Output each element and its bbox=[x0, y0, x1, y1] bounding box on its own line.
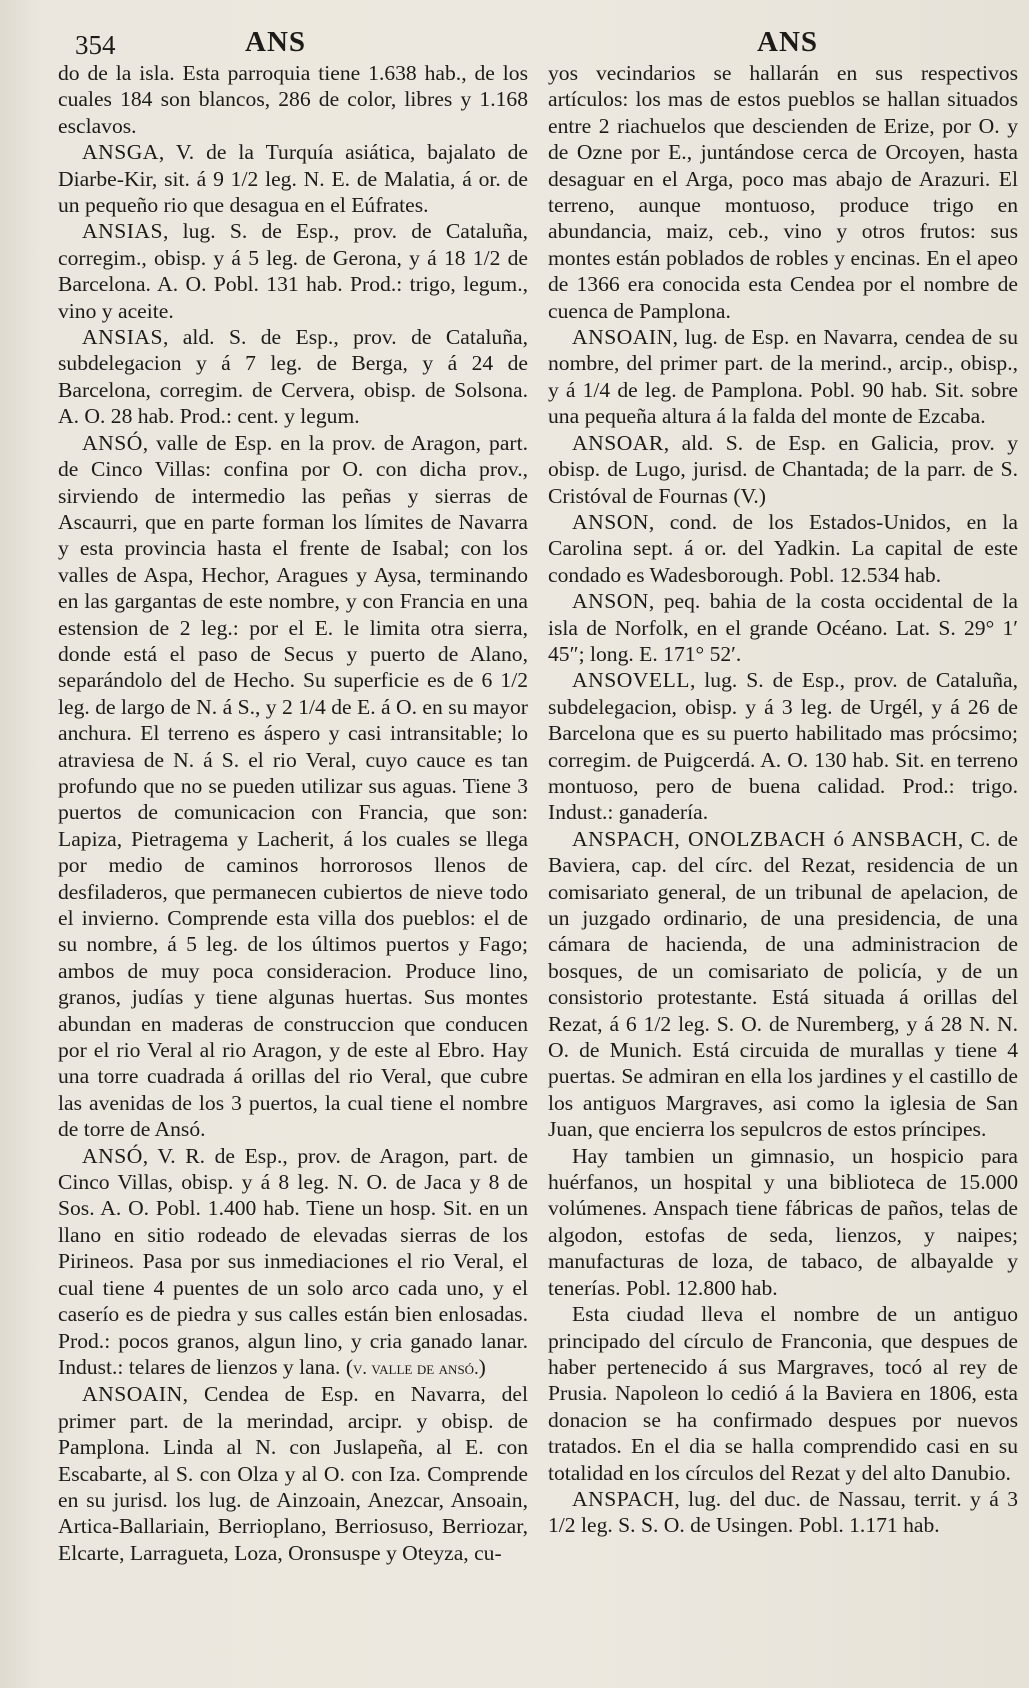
running-head-left: ANS bbox=[245, 26, 307, 58]
entry-text: , lug. S. de Esp., prov. de Cataluña, corregim., obisp. y á 5 leg. de Gerona, y á 18 1/2 de Barcelona. A. O. Pobl. 131 hab. Prod.: trigo, legum., vino y aceite. bbox=[58, 219, 528, 323]
entry-text: , cond. de los Estados-Unidos, en la Carolina sept. á or. del Yadkin. La capital de este condado es Wadesborough. Pobl. 12.534 hab. bbox=[548, 509, 1018, 587]
entry-headword: ANSÓ bbox=[82, 430, 143, 455]
dictionary-entry bbox=[548, 667, 1018, 825]
dictionary-entry bbox=[58, 324, 528, 430]
running-head-right: ANS bbox=[757, 26, 819, 58]
paragraph bbox=[548, 1143, 1018, 1301]
dictionary-entry bbox=[58, 218, 528, 324]
entry-text: yos vecindarios se hallarán en sus respectivos artículos: los mas de estos pueblos se hallan situados entre 2 riachuelos que descienden de Erize, por O. y de Ozne por E., juntándose cerca de Orcoyen, hasta desaguar en el Arga, poco mas abajo de Arazuri. El terreno, aunque montuoso, produce trigo en abundancia, maiz, ceb., vino y otros frutos: sus montes están poblados de robles y encinas. En el apeo de 1366 era conocida esta Cendea por el nombre de cuenca de Pamplona. bbox=[548, 61, 1018, 323]
entry-headword: ANSOAR bbox=[572, 430, 664, 455]
entry-text: , V. de la Turquía asiática, bajalato de Diarbe-Kir, sit. á 9 1/2 leg. N. E. de Malatia, á or. de un pequeño rio que desagua en el Eúfrates. bbox=[58, 140, 528, 218]
entry-text: , ald. S. de Esp., prov. de Cataluña, subdelegacion y á 7 leg. de Berga, y á 24 de Barcelona, corregim. de Cervera, obisp. de Solsona. A. O. 28 hab. Prod.: cent. y legum. bbox=[58, 325, 528, 429]
entry-text: , valle de Esp. en la prov. de Aragon, part. de Cinco Villas: confina por O. con dicha prov., sirviendo de intermedio las peñas y sierras de Ascaurri, que en parte forman los límites de Navarra y esta provincia hasta el frente de Isabal; con los valles de Aspa, Hechor, Aragues y Aysa, terminando en las gargantas de este nombre, y con Francia en una estension de 2 leg.: por el E. le limita otra sierra, donde está el paso de Secus y puerto de Alano, separándolo del de Hecho. Su superficie es de 6 1/2 leg. de largo de N. á S., y 2 1/4 de E. á O. en su mayor anchura. El terreno es áspero y casi intransitable; lo atraviesa de N. á S. el rio Veral, cuyo cauce es tan profundo que no se pueden utilizar sus aguas. Tiene 3 puertos de comunicacion con Francia, que son: Lapiza, Pietragema y Lacherit, á los cuales se llega por medio de caminos horrorosos llenos de desfiladeros, que permanecen cubiertos de nieve todo el invierno. Comprende esta villa dos pueblos: el de su nombre, á 5 leg. de los últimos puertos y Fago; ambos de muy poca consideracion. Produce lino, granos, judías y tiene algunas huertas. Sus montes abundan en maderas de construccion que conducen por el rio Veral al rio Aragon, y de este al Ebro. Hay una torre cuadrada á orillas del rio Veral, que cubre las avenidas de los 3 puertos, la cual tiene el nombre de torre de Ansó. bbox=[58, 430, 528, 1142]
entry-text: , lug. del duc. de Nassau, territ. y á 3 1/2 leg. S. S. O. de Usingen. Pobl. 1.171 hab. bbox=[548, 1486, 1018, 1538]
entry-headword: ANSPACH bbox=[572, 1486, 675, 1511]
dictionary-entry bbox=[58, 1143, 528, 1382]
entry-headword: ANSÓ bbox=[82, 1143, 143, 1168]
entry-headword: ANSPACH, ONOLZBACH ó ANSBACH bbox=[572, 826, 958, 851]
paragraph bbox=[548, 60, 1018, 324]
entry-headword: ANSOVELL bbox=[572, 668, 690, 693]
entry-headword: ANSIAS bbox=[82, 219, 163, 244]
page-number: 354 bbox=[75, 30, 116, 60]
entry-text: , ald. S. de Esp. en Galicia, prov. y obisp. de Lugo, jurisd. de Chantada; de la parr. de S. Cristóval de Fournas (V.) bbox=[548, 430, 1018, 508]
paragraph bbox=[548, 1301, 1018, 1486]
entry-text: , C. de Baviera, cap. del círc. del Rezat, residencia de un comisariato general, de un tribunal de apelacion, de un juzgado ordinario, de una presidencia, de una cámara de hacienda, de una administracion de bosques, de un comisariato de policía, y de un consistorio protestante. Está situada á orillas del Rezat, á 6 1/2 leg. S. O. de Nuremberg, y á 28 N. N. O. de Munich. Está circuida de murallas y tiene 4 puertas. Se admiran en ella los jardines y el castillo de los antiguos Margraves, asi como la iglesia de San Juan, que encierra los sepulcros de estos príncipes. bbox=[548, 826, 1018, 1142]
entry-headword: ANSIAS bbox=[82, 325, 163, 350]
entry-text: , peq. bahia de la costa occidental de la isla de Norfolk, en el grande Océano. Lat. S. 29° 1′ 45″; long. E. 171° 52′. bbox=[548, 589, 1018, 666]
entry-text: do de la isla. Esta parroquia tiene 1.638 hab., de los cuales 184 son blancos, 286 de color, libres y 1.168 esclavos. bbox=[58, 61, 528, 138]
dictionary-entry bbox=[548, 509, 1018, 588]
dictionary-entry bbox=[548, 430, 1018, 509]
dictionary-entry bbox=[58, 430, 528, 1143]
entry-tail: ) bbox=[478, 1354, 486, 1379]
dictionary-entry bbox=[58, 139, 528, 218]
entry-headword: ANSGA bbox=[82, 140, 159, 165]
right-column bbox=[548, 60, 1018, 1539]
dictionary-entry bbox=[548, 1486, 1018, 1539]
entry-text: Esta ciudad lleva el nombre de un antiguo principado del círculo de Franconia, que despues de haber pertenecido á sus Margraves, tocó al rey de Prusia. Napoleon lo cedió á la Baviera en 1806, esta donacion se ha confirmado despues por nuevos tratados. En el dia se halla comprendido casi en su totalidad en los círculos del Rezat y del alto Danubio. bbox=[548, 1302, 1018, 1485]
paragraph bbox=[58, 60, 528, 139]
dictionary-entry bbox=[548, 324, 1018, 430]
entry-text: , lug. de Esp. en Navarra, cendea de su nombre, del primer part. de la merind., arcip., obisp., y á 1/4 de leg. de Pamplona. Pobl. 90 hab. Sit. sobre una pequeña altura á la falda del monte de Ezcaba. bbox=[548, 325, 1018, 429]
entry-headword: ANSOAIN bbox=[572, 325, 673, 350]
dictionary-entry bbox=[548, 588, 1018, 667]
entry-text: , Cendea de Esp. en Navarra, del primer part. de la merindad, arcipr. y obisp. de Pamplona. Linda al N. con Juslapeña, al E. con Escabarte, al S. con Olza y al O. con Iza. Comprende en su jurisd. los lug. de Ainzoain, Anezcar, Ansoain, Artica-Ballariain, Berrioplano, Berriosuso, Berriozar, Elcarte, Larragueta, Loza, Oronsuspe y Oteyza, cu- bbox=[58, 1382, 528, 1565]
entry-headword: ANSON bbox=[572, 509, 649, 534]
entry-headword: ANSON bbox=[572, 589, 649, 614]
page-header bbox=[0, 22, 1029, 62]
entry-headword: ANSOAIN bbox=[82, 1382, 183, 1407]
entry-text: Hay tambien un gimnasio, un hospicio para huérfanos, un hospital y una biblioteca de 15.000 volúmenes. Anspach tiene fábricas de paños, telas de algodon, estofas de seda, lienzos, y naipes; manufacturas de loza, de tabaco, de albayalde y tenerías. Pobl. 12.800 hab. bbox=[548, 1143, 1018, 1300]
left-column bbox=[58, 60, 528, 1566]
cross-reference: v. valle de ansó. bbox=[353, 1357, 479, 1378]
entry-text: , lug. S. de Esp., prov. de Cataluña, subdelegacion, obisp. y á 3 leg. de Urgél, y á 26 de Barcelona que es su puerto habilitado mas prócsimo; corregim. de Puigcerdá. A. O. 130 hab. Sit. en terreno montuoso, pero de buena calidad. Prod.: trigo. Indust.: ganadería. bbox=[548, 668, 1018, 825]
entry-text: , V. R. de Esp., prov. de Aragon, part. de Cinco Villas, obisp. y á 8 leg. N. O. de Jaca y 8 de Sos. A. O. Pobl. 1.400 hab. Tiene un hosp. Sit. en un llano en sitio rodeado de elevadas sierras de los Pirineos. Pasa por sus inmediaciones el rio Veral, el cual tiene 4 puentes de un solo arco cada uno, y el caserío es de piedra y sus calles están bien enlosadas. Prod.: pocos granos, algun lino, y cria ganado lanar. Indust.: telares de lienzos y lana. ( bbox=[58, 1143, 528, 1379]
dictionary-entry bbox=[58, 1381, 528, 1566]
dictionary-entry bbox=[548, 826, 1018, 1143]
